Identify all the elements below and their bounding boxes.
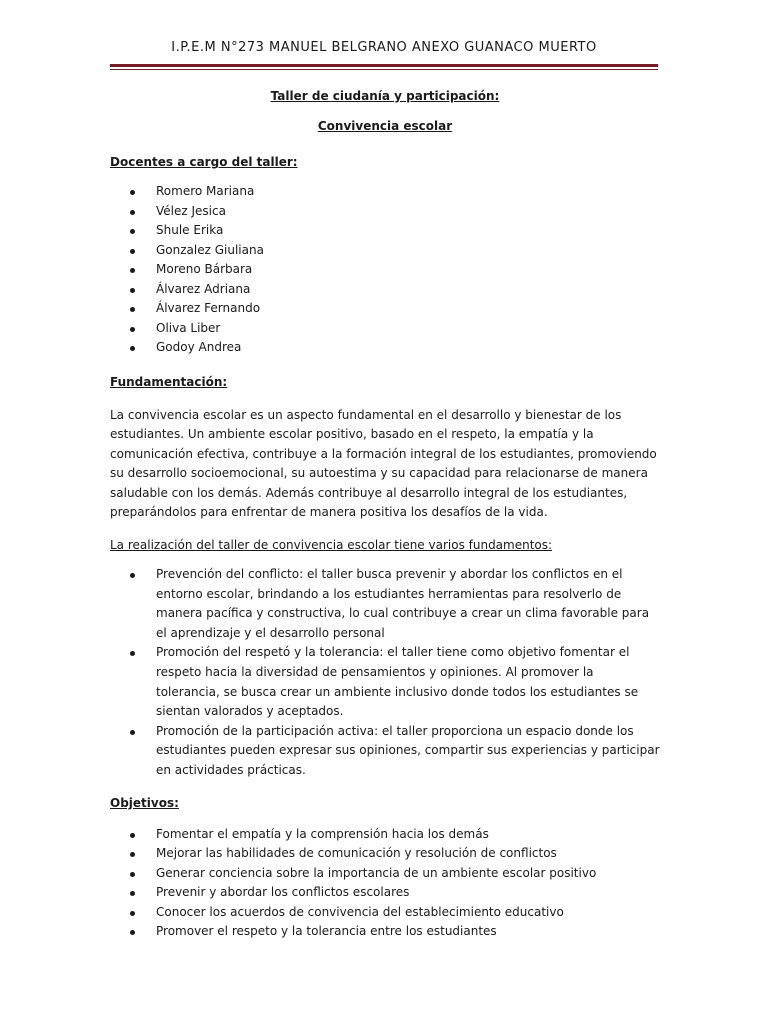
list-item [110, 903, 660, 923]
docentes-list [110, 182, 660, 358]
list-item-text: Mejorar las habilidades de comunicación y resolución de conflictos [156, 846, 557, 861]
list-item [110, 338, 660, 358]
bullet-icon [130, 833, 135, 838]
list-item [110, 182, 660, 202]
bullet-icon [130, 573, 135, 578]
list-item-text: Fomentar el empatía y la comprensión hacia los demás [156, 826, 489, 841]
list-item-text: Prevenir y abordar los conflictos escolares [156, 885, 410, 900]
list-item [110, 202, 660, 222]
list-item [110, 299, 660, 319]
list-item [110, 722, 660, 781]
list-item-text: Godoy Andrea [156, 340, 242, 354]
objetivos-heading: Objetivos: [110, 795, 179, 810]
document-subtitle: Convivencia escolar [317, 119, 453, 133]
list-item [110, 844, 660, 864]
header-rule-thin [110, 69, 658, 70]
bullet-icon [130, 190, 135, 195]
list-item [110, 643, 660, 721]
bullet-icon [130, 327, 135, 332]
list-item-text: Oliva Liber [156, 320, 221, 335]
list-item [110, 319, 660, 339]
list-item-text: Promoción del respetó y la tolerancia: el taller tiene como objetivo fomentar el respeto hacia la diversidad de pensamientos y opiniones. Al promover la tolerancia, se busca crear un ambiente inclusivo donde todos los estudiantes se sientan valorados y aceptados. [156, 645, 639, 719]
list-item-text: Álvarez Adriana [156, 281, 251, 296]
document-title: Taller de ciudanía y participación: [270, 89, 500, 103]
list-item-text: Gonzalez Giuliana [156, 242, 264, 257]
fundamentos-subheading: La realización del taller de convivencia escolar tiene varios fundamentos: [110, 538, 553, 553]
bullet-icon [130, 872, 135, 877]
document-header: I.P.E.M N°273 MANUEL BELGRANO ANEXO GUANACO MUERTO [171, 40, 597, 55]
list-item [110, 922, 660, 942]
bullet-icon [130, 229, 135, 234]
bullet-icon [130, 307, 135, 312]
list-item-text: Conocer los acuerdos de convivencia del establecimiento educativo [156, 904, 564, 919]
list-item-text: Shule Erika [156, 223, 224, 237]
list-item-text: Promover el respeto y la tolerancia entre los estudiantes [156, 924, 497, 939]
docentes-heading: Docentes a cargo del taller: [110, 155, 298, 169]
bullet-icon [130, 249, 135, 254]
objetivos-list [110, 825, 660, 942]
list-item-text: Generar conciencia sobre la importancia de un ambiente escolar positivo [156, 865, 597, 880]
list-item [110, 221, 660, 241]
list-item [110, 825, 660, 845]
bullet-icon [130, 210, 135, 215]
list-item [110, 260, 660, 280]
bullet-icon [130, 730, 135, 735]
list-item [110, 883, 660, 903]
document-body [110, 86, 660, 942]
list-item-text: Álvarez Fernando [156, 301, 261, 315]
fundamentacion-paragraph: La convivencia escolar es un aspecto fundamental en el desarrollo y bienestar de los estudiantes. Un ambiente escolar positivo, basado en el respeto, la empatía y la comunicación efectiva, contribuye a la formación integral de los estudiantes, promoviendo su desarrollo socioemocional, su autoestima y su capacidad para relacionarse de manera saludable con los demás. Además contribuye al desarrollo integral de los estudiantes, preparándolos para enfrentar de manera positiva los desafíos de la vida. [110, 407, 657, 520]
bullet-icon [130, 288, 135, 293]
list-item-text: Prevención del conflicto: el taller busca prevenir y abordar los conflictos en el entorno escolar, brindando a los estudiantes herramientas para resolverlo de manera pacífica y constructiva, lo cual contribuye a crear un clima favorable para el aprendizaje y el desarrollo personal [156, 567, 650, 640]
list-item [110, 864, 660, 884]
list-item [110, 280, 660, 300]
list-item-text: Moreno Bárbara [156, 262, 253, 276]
header-rule-thick [110, 64, 658, 67]
list-item [110, 565, 660, 643]
list-item-text: Promoción de la participación activa: el taller proporciona un espacio donde los estudiantes pueden expresar sus opiniones, compartir sus experiencias y participar en actividades prácticas. [156, 723, 660, 777]
fundamentacion-heading: Fundamentación: [110, 374, 228, 389]
fundamentos-list [110, 565, 660, 781]
bullet-icon [130, 891, 135, 896]
bullet-icon [130, 852, 135, 857]
bullet-icon [130, 268, 135, 273]
bullet-icon [130, 346, 135, 351]
bullet-icon [130, 651, 135, 656]
bullet-icon [130, 911, 135, 916]
list-item [110, 241, 660, 261]
bullet-icon [130, 930, 135, 935]
list-item-text: Romero Mariana [156, 184, 255, 198]
list-item-text: Vélez Jesica [156, 203, 226, 218]
